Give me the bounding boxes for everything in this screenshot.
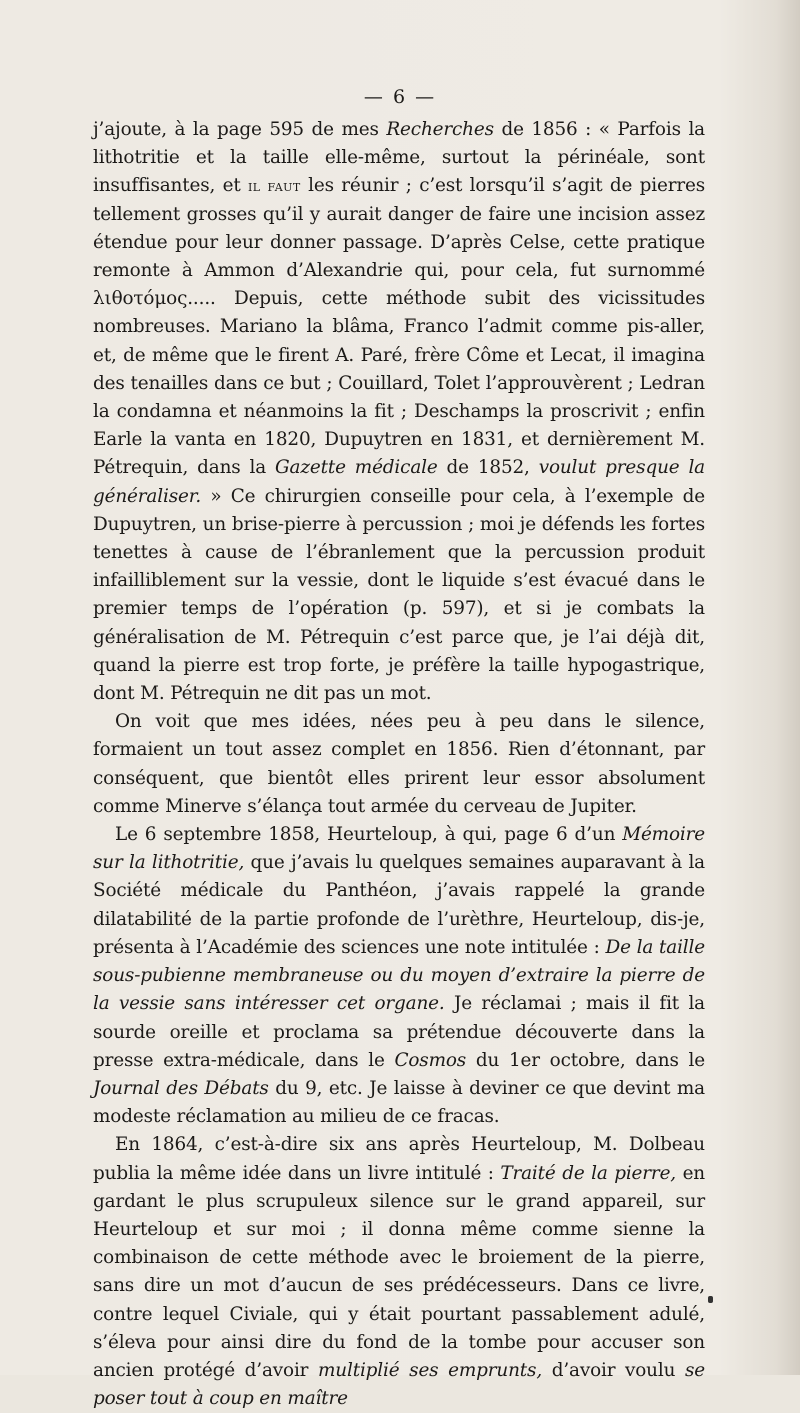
text-run: de 1856 : « Parfois la lithotritie et la taille elle-même, surtout la périnéale, sont insuffisantes, et [93, 119, 705, 197]
italic-text: Traité de la pierre, [500, 1162, 677, 1184]
text-run: du 1er octobre, dans le [466, 1049, 705, 1071]
text-run: en gardant le plus scrupuleux silence sur le grand appareil, sur Heurteloup et sur moi ; il donna même comme sienne la combinaison de cette méthode avec le broiement de la pierre, sans dire un mot d’aucun de ses prédécesseurs. Dans ce livre, contre lequel Civiale, qui y était pourtant passablement adulé, s’éleva pour ainsi dire du fond de la tombe pour accuser son ancien protégé d’avoir [93, 1162, 705, 1381]
italic-text: se poser tout à coup en maître [93, 1359, 705, 1410]
text-run: que j’avais lu quelques semaines auparavant à la Société médicale du Panthéon, j’avais rappelé la grande dilatabilité de la partie profonde de l’urèthre, Heurteloup, dis-je, présenta à l’Académie des sciences une note intitulée : [93, 852, 706, 958]
small-caps-text: il faut [247, 177, 301, 196]
italic-text: Recherches [386, 119, 494, 140]
text-run: de 1852, [437, 457, 539, 479]
text-run: d’avoir voulu [542, 1359, 685, 1381]
paragraph [93, 1131, 705, 1413]
italic-text: Mémoire sur la lithotritie, [93, 824, 705, 874]
body-text [93, 116, 705, 1413]
paragraph [93, 116, 705, 708]
text-run: les réunir ; c’est lorsqu’il s’agit de pierres tellement grosses qu’il y aurait danger de faire une incision assez étendue pour leur donner passage. D’après Celse, cette pratique remonte à Ammon d’Alexandrie qui, pour cela, fut surnommé λιθοτόμος..... Depuis, cette méthode subit des vicissitudes nombreuses. Mariano la blâma, Franco l’admit comme pis-aller, et, de même que le firent A. Paré, frère Côme et Lecat, il imagina des tenailles dans ce but ; Couillard, Tolet l’approuvèrent ; Ledran la condamna et néanmoins la fit ; Deschamps la proscrivit ; enfin Earle la vanta en 1820, Dupuytren en 1831, et dernièrement M. Pétrequin, dans la [93, 175, 705, 479]
italic-text: Cosmos [394, 1049, 467, 1071]
italic-text: De la taille sous-pubienne membraneuse ou du moyen d’extraire la pierre de la vessie sans intéresser cet organe. [93, 936, 706, 1015]
text-run: En 1864, c’est-à-dire six ans après Heurteloup, M. Dolbeau publia la même idée dans un livre intitulé : [93, 1134, 705, 1184]
text-run: du 9, etc. Je laisse à deviner ce que devint ma modeste réclamation au milieu de ce fracas. [93, 1077, 705, 1128]
italic-text: voulut presque la généraliser. [93, 457, 705, 507]
italic-text: multiplié ses emprunts, [317, 1359, 543, 1381]
text-run: » Ce chirurgien conseille pour cela, à l’exemple de Dupuytren, un brise-pierre à percussion ; moi je défends les fortes tenettes à cause de l’ébranlement que la percussion produit infailliblement sur la vessie, dont le liquide s’est évacué dans le premier temps de l’opération (p. 597), et si je combats la généralisation de M. Pétrequin c’est parce que, je l’ai déjà dit, quand la pierre est trop forte, je préfère la taille hypogastrique, dont M. Pétrequin ne dit pas un mot. [93, 485, 705, 705]
paragraph [93, 708, 705, 821]
text-run: j’ajoute, à la page 595 de mes [93, 119, 387, 140]
ink-spot [708, 1296, 713, 1303]
paragraph [93, 821, 705, 1131]
page-number: — 6 — [363, 86, 437, 108]
text-run: Je réclamai ; mais il fit la sourde oreille et proclama sa prétendue découverte dans la presse extra-médicale, dans le [93, 993, 705, 1071]
italic-text: Gazette médicale [275, 457, 438, 479]
text-run: On voit que mes idées, nées peu à peu dans le silence, formaient un tout assez complet en 1856. Rien d’étonnant, par conséquent, que bientôt elles prirent leur essor absolument comme Minerve s’élança tout armée du cerveau de Jupiter. [93, 711, 705, 817]
text-run: Le 6 septembre 1858, Heurteloup, à qui, page 6 d’un [115, 824, 623, 846]
italic-text: Journal des Débats [93, 1077, 269, 1099]
